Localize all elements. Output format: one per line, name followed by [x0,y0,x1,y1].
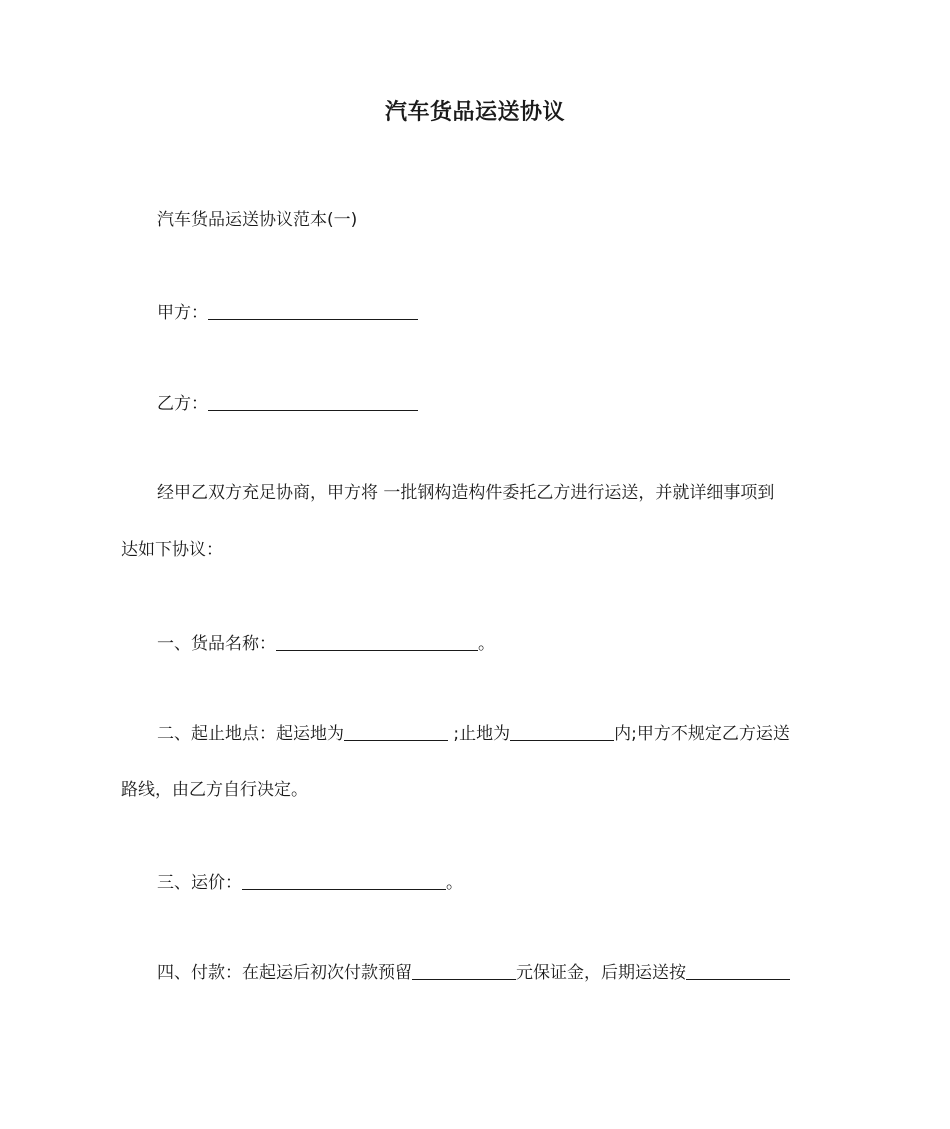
origin-blank [344,720,448,741]
clause-2-line2-text: 路线，由乙方自行决定。 [121,780,308,800]
intro-paragraph-line1 [121,479,869,507]
payment-terms-blank [686,959,790,980]
clause-3-end: 。 [446,873,463,893]
clause-4-part-a: 四、付款：在起运后初次付款预留 [157,963,412,983]
clause-3 [121,867,869,897]
freight-price-blank [242,869,446,890]
intro-line1: 经甲乙双方充足协商，甲方将 一批钢构造构件委托乙方进行运送，并就详细事项到 [157,483,775,503]
goods-name-blank [276,630,478,651]
document-title: 汽车货品运送协议 [384,100,565,125]
clause-4-line1 [121,957,869,987]
clause-2-part-c: 内;甲方不规定乙方运送 [614,724,790,744]
clause-2-line1 [121,718,869,748]
clause-1 [121,628,869,658]
clause-2-part-b: ;止地为 [448,724,511,744]
clause-1-end: 。 [478,634,495,654]
clause-3-label: 三、运价： [157,873,242,893]
clause-1-label: 一、货品名称： [157,634,276,654]
intro-paragraph-line2 [121,536,833,564]
party-a-blank [208,299,418,320]
document-subtitle [121,206,869,234]
deposit-blank [412,959,516,980]
clause-2-part-a: 二、起止地点：起运地为 [157,724,344,744]
party-b-label: 乙方： [157,394,208,414]
party-b-blank [208,390,418,411]
subtitle-text: 汽车货品运送协议范本(一) [157,210,358,230]
party-a-line [121,297,869,327]
destination-blank [510,720,614,741]
intro-line2: 达如下协议： [121,540,223,560]
party-b-line [121,388,869,418]
clause-4-part-b: 元保证金，后期运送按 [516,963,686,983]
party-a-label: 甲方： [157,303,208,323]
clause-2-line2 [121,776,833,804]
